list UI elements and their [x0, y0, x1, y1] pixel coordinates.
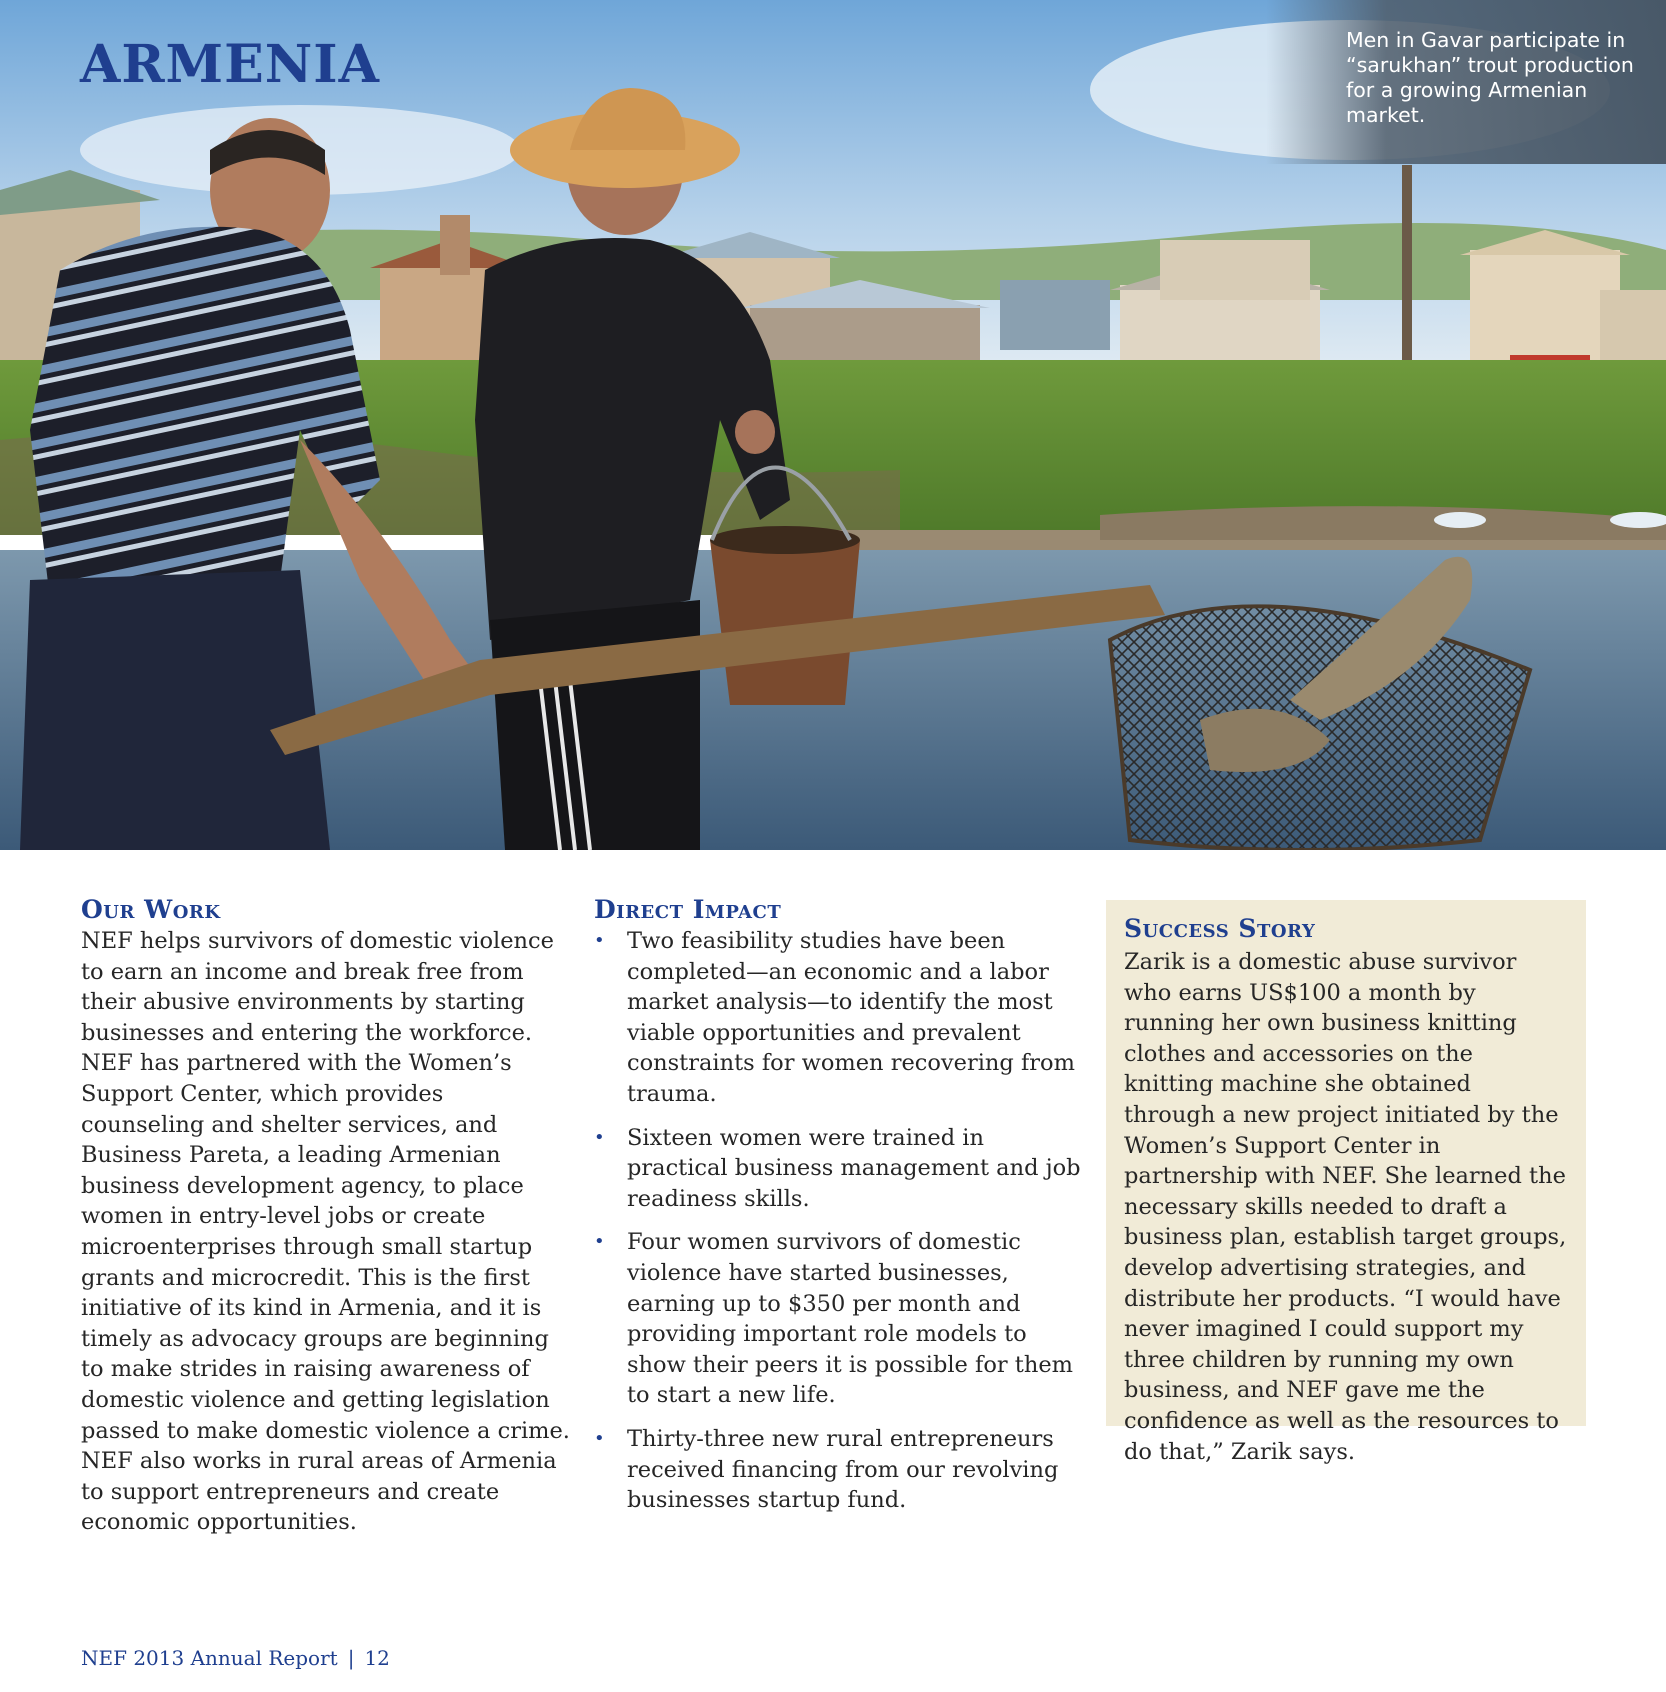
- impact-item: [594, 1227, 1084, 1411]
- our-work-body: NEF helps survivors of domestic violence to earn an income and break free from their abusive environments by starting businesses and entering the workforce. NEF has partnered with the Women’s Support Center, which provides counseling and shelter services, and Business Pareta, a leading Armenian business development agency, to place women in entry-level jobs or create microenterprises through small startup grants and microcredit. This is the first initiative of its kind in Armenia, and it is timely as advocacy groups are beginning to make strides in raising awareness of domestic violence and getting legislation passed to make domestic violence a crime. NEF also works in rural areas of Armenia to support entrepreneurs and create economic opportunities.: [81, 928, 570, 1536]
- bullet-icon: •: [594, 1427, 605, 1449]
- photo-caption-box: [1266, 0, 1666, 164]
- success-story-heading: Success Story: [1124, 914, 1316, 943]
- bullet-icon: •: [594, 930, 605, 951]
- impact-item-text: Two feasibility studies have been completed—an economic and a labor market analysis—to identify the most viable opportunities and prevalent constraints for women recovering from trauma.: [627, 928, 1075, 1107]
- our-work-section: [81, 895, 571, 1538]
- direct-impact-heading: Direct Impact: [594, 895, 782, 924]
- impact-item-text: Four women survivors of domestic violence have started businesses, earning up to $350 per month and providing important role models to show their peers it is possible for them to start a new life.: [627, 1229, 1073, 1409]
- success-story-body: Zarik is a domestic abuse survivor who earns US$100 a month by running her own business knitting clothes and accessories on the knitting machine she obtained through a new project initiated by the Women’s Support Center in partnership with NEF. She learned the necessary skills needed to draft a business plan, establish target groups, develop advertising strategies, and distribute her products. “I would have never imagined I could support my three children by running my own business, and NEF gave me the confidence as well as the resources to do that,” Zarik says.: [1124, 949, 1567, 1465]
- impact-item: [594, 1424, 1084, 1516]
- impact-list: [594, 926, 1084, 1516]
- bullet-icon: •: [594, 1231, 605, 1253]
- bullet-icon: •: [594, 1126, 605, 1148]
- page-title: ARMENIA: [80, 34, 380, 95]
- our-work-heading: Our Work: [81, 895, 221, 924]
- impact-item: [594, 926, 1084, 1110]
- impact-item-text: Sixteen women were trained in practical business management and job readiness skills.: [627, 1124, 1081, 1212]
- success-story-box: [1106, 900, 1586, 1465]
- page-number: 12: [364, 1646, 390, 1670]
- page-footer: [81, 1646, 390, 1670]
- footer-separator: |: [347, 1646, 355, 1670]
- impact-item: [594, 1123, 1084, 1215]
- photo-caption: Men in Gavar participate in “sarukhan” trout production for a growing Armenian market.: [1346, 28, 1634, 127]
- direct-impact-section: [594, 895, 1084, 1529]
- footer-report-name: NEF 2013 Annual Report: [81, 1646, 338, 1670]
- impact-item-text: Thirty-three new rural entrepreneurs received financing from our revolving businesses startup fund.: [627, 1425, 1059, 1514]
